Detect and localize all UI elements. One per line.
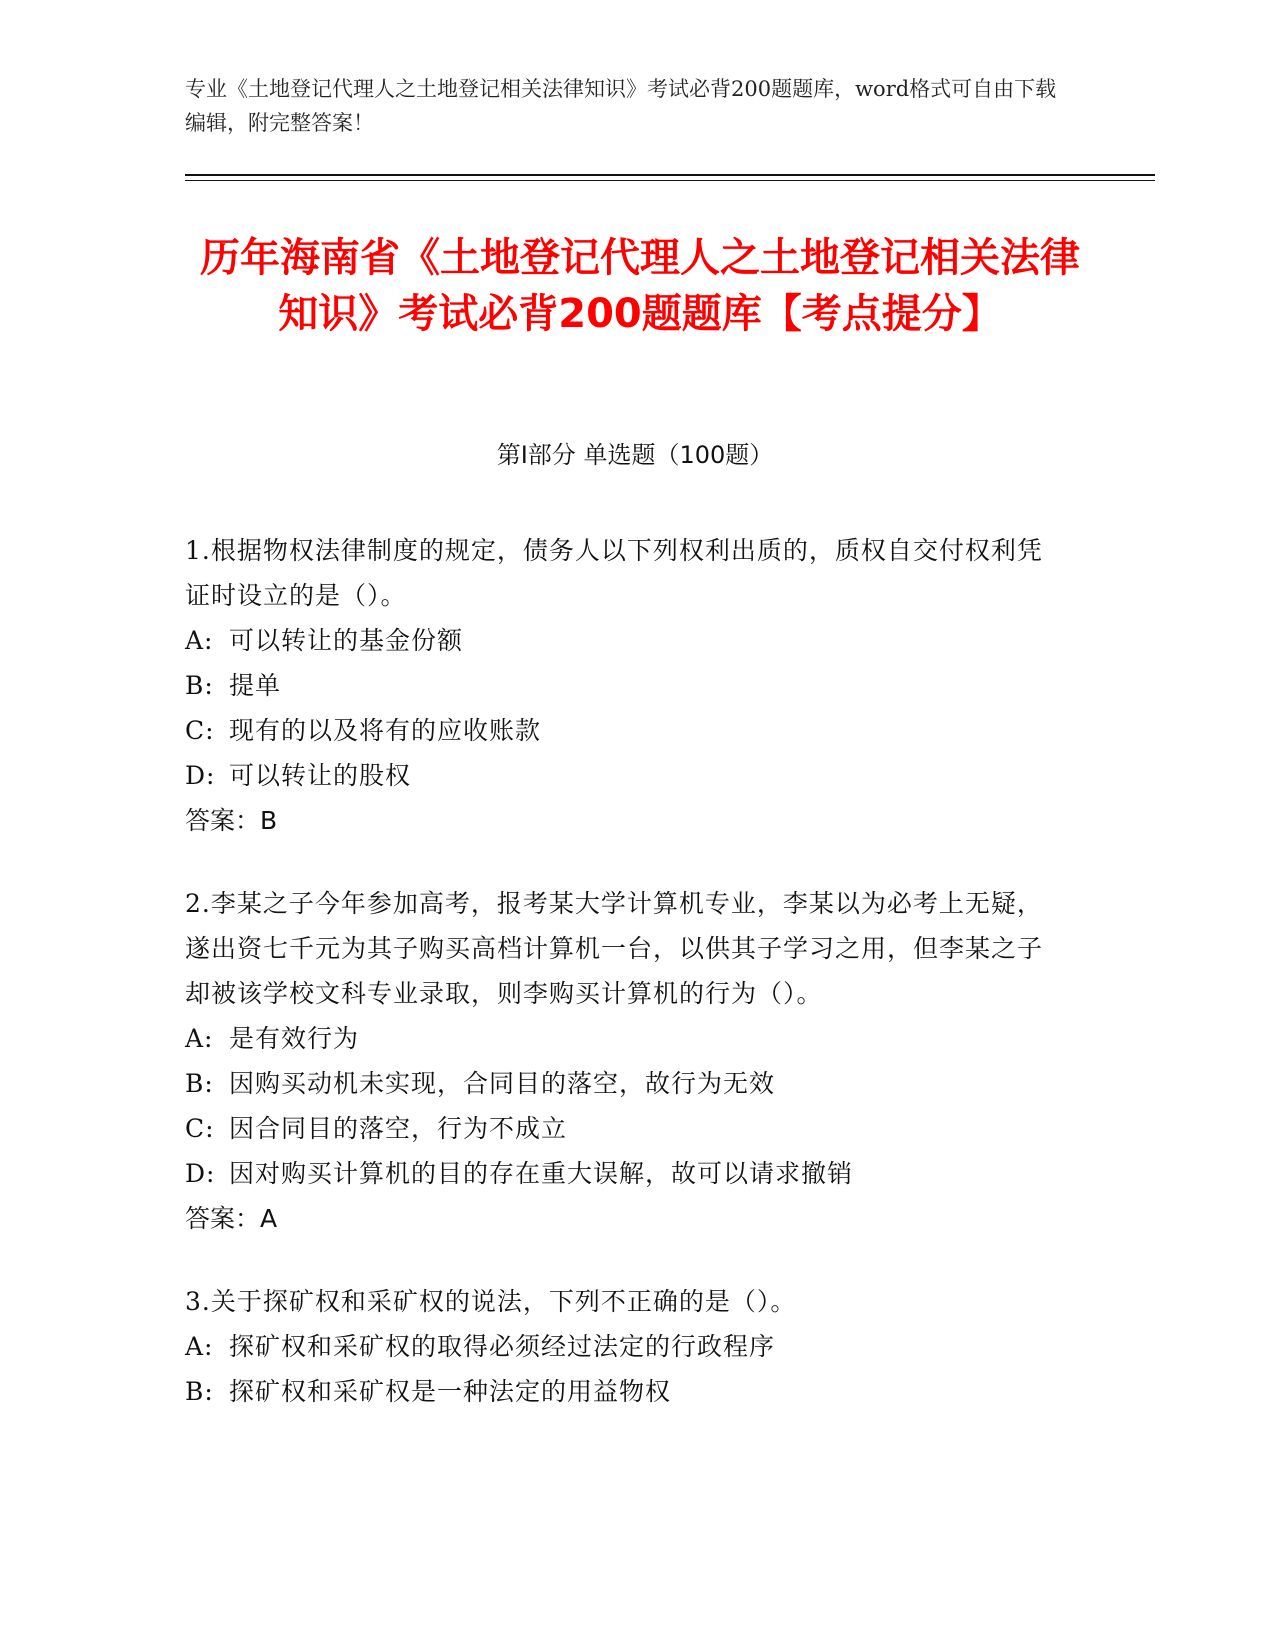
option-text: 是有效行为: [229, 1024, 360, 1053]
header-divider-thin: [185, 180, 1155, 181]
option-key: D:: [185, 1159, 216, 1188]
option-b: [185, 1061, 1055, 1106]
option-key: A:: [185, 626, 214, 655]
option-text: 可以转让的股权: [229, 761, 412, 790]
option-a: [185, 618, 1055, 663]
question-2: [185, 881, 1055, 1241]
header-note: 专业《土地登记代理人之土地登记相关法律知识》考试必背200题题库，word格式可自由下载编辑，附完整答案！: [185, 77, 1057, 135]
option-key: C:: [185, 716, 215, 745]
option-a: [185, 1016, 1055, 1061]
option-text: 现有的以及将有的应收账款: [229, 716, 542, 745]
question-stem: 3.关于探矿权和采矿权的说法，下列不正确的是（）。: [185, 1287, 797, 1316]
answer-line: 答案：B: [185, 806, 278, 835]
option-b: [185, 663, 1055, 708]
question-1: [185, 528, 1055, 843]
section-heading: 第I部分 单选题（100题）: [496, 441, 774, 469]
question-stem: 1.根据物权法律制度的规定，债务人以下列权利出质的，质权自交付权利凭证时设立的是（）。: [185, 536, 1043, 610]
question-stem: 2.李某之子今年参加高考，报考某大学计算机专业，李某以为必考上无疑，遂出资七千元为其子购买高档计算机一台，以供其子学习之用，但李某之子却被该学校文科专业录取，则李购买计算机的行为（）。: [185, 889, 1044, 1008]
option-key: A:: [185, 1024, 214, 1053]
option-text: 因合同目的落空，行为不成立: [229, 1114, 568, 1143]
option-key: C:: [185, 1114, 215, 1143]
option-text: 因对购买计算机的目的存在重大误解，故可以请求撤销: [229, 1159, 854, 1188]
answer-line: 答案：A: [185, 1204, 278, 1233]
option-text: 探矿权和采矿权的取得必须经过法定的行政程序: [229, 1332, 776, 1361]
option-key: B:: [185, 1069, 214, 1098]
option-a: [185, 1324, 1055, 1369]
option-key: A:: [185, 1332, 214, 1361]
option-text: 提单: [229, 671, 282, 700]
option-key: D:: [185, 761, 216, 790]
option-d: [185, 753, 1055, 798]
option-c: [185, 708, 1055, 753]
option-d: [185, 1151, 1055, 1196]
document-title: 历年海南省《土地登记代理人之土地登记相关法律知识》考试必背200题题库【考点提分】: [200, 235, 1080, 337]
option-text: 探矿权和采矿权是一种法定的用益物权: [229, 1377, 672, 1406]
question-3: [185, 1279, 1055, 1414]
option-text: 可以转让的基金份额: [229, 626, 464, 655]
option-key: B:: [185, 671, 214, 700]
option-c: [185, 1106, 1055, 1151]
question-list: [185, 528, 1055, 1452]
option-b: [185, 1369, 1055, 1414]
option-key: B:: [185, 1377, 214, 1406]
header-divider-thick: [185, 174, 1155, 176]
option-text: 因购买动机未实现，合同目的落空，故行为无效: [229, 1069, 776, 1098]
